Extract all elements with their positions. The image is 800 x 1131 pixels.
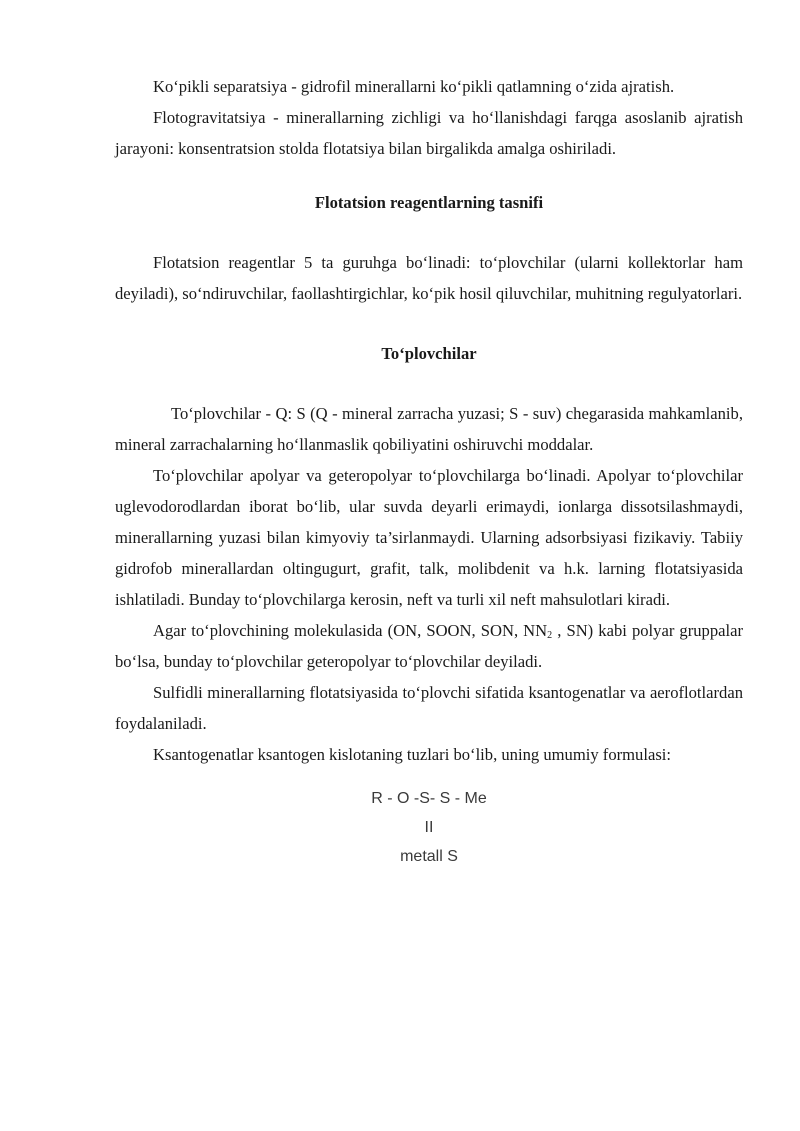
- paragraph-xanthate-formula-intro: Ksantogenatlar ksantogen kislotaning tuzlari bo‘lib, uning umumiy formulasi:: [153, 745, 672, 764]
- section-heading-collectors: To‘plovchilar: [381, 344, 477, 363]
- polar-text-end: , SN) kabi polyar gruppalar bo‘lsa, bunday to‘plovchilar geteropolyar to‘plovchilar deyiladi.: [115, 621, 744, 671]
- paragraph-sulfide-flotation: Sulfidli minerallarning flotatsiyasida to‘plovchi sifatida ksantogenatlar va aeroflotlardan foydalaniladi.: [115, 683, 743, 733]
- formula-line-labels: metall S: [400, 848, 458, 865]
- paragraph-collectors-definition: To‘plovchilar - Q: S (Q - mineral zarracha yuzasi; S - suv) chegarasida mahkamlanib, mineral zarrachalarning ho‘llanmaslik qobiliyatini oshiruvchi moddalar.: [115, 404, 743, 454]
- xanthate-formula: [115, 784, 743, 871]
- paragraph-collector-types: To‘plovchilar apolyar va geteropolyar to‘plovchilarga bo‘linadi. Apolyar to‘plovchilar uglevodorodlardan iborat bo‘lib, ular suvda deyarli erimaydi, ionlarga dissotsilashmaydi, minerallarning yuzasi bilan kimyoviy ta’sirlanmaydi. Ularning adsorbsiyasi fizikaviy. Tabiiy gidrofob minerallardan oltingugurt, grafit, talk, molibdenit va h.k. larning flotatsiyasida ishlatiladi. Bunday to‘plovchilarga kerosin, neft va turli xil neft mahsulotlari kiradi.: [115, 466, 743, 609]
- document-page: [115, 71, 743, 871]
- paragraph-polar-groups: [115, 615, 743, 677]
- paragraph-flotogravitation: Flotogravitatsiya - minerallarning zichligi va ho‘llanishdagi farqga asoslanib ajratish jarayoni: konsentratsion stolda flotatsiya bilan birgalikda amalga oshiriladi.: [115, 108, 743, 158]
- paragraph-reagent-groups: Flotatsion reagentlar 5 ta guruhga bo‘linadi: to‘plovchilar (ularni kollektorlar ham deyiladi), so‘ndiruvchilar, faollashtirgichlar, ko‘pik hosil qiluvchilar, muhitning regulyatorlari.: [115, 253, 743, 303]
- formula-line-double-bond: II: [424, 819, 434, 836]
- formula-line-main: R - O -S- S - Me: [371, 790, 487, 807]
- paragraph-foam-separation: Ko‘pikli separatsiya - gidrofil minerallarni ko‘pikli qatlamning o‘zida ajratish.: [153, 77, 675, 96]
- section-heading-reagent-classification: Flotatsion reagentlarning tasnifi: [314, 193, 544, 212]
- polar-text-start: Agar to‘plovchining molekulasida (ON, SOON, SON, NN: [153, 621, 548, 640]
- subscript-two: 2: [547, 630, 553, 641]
